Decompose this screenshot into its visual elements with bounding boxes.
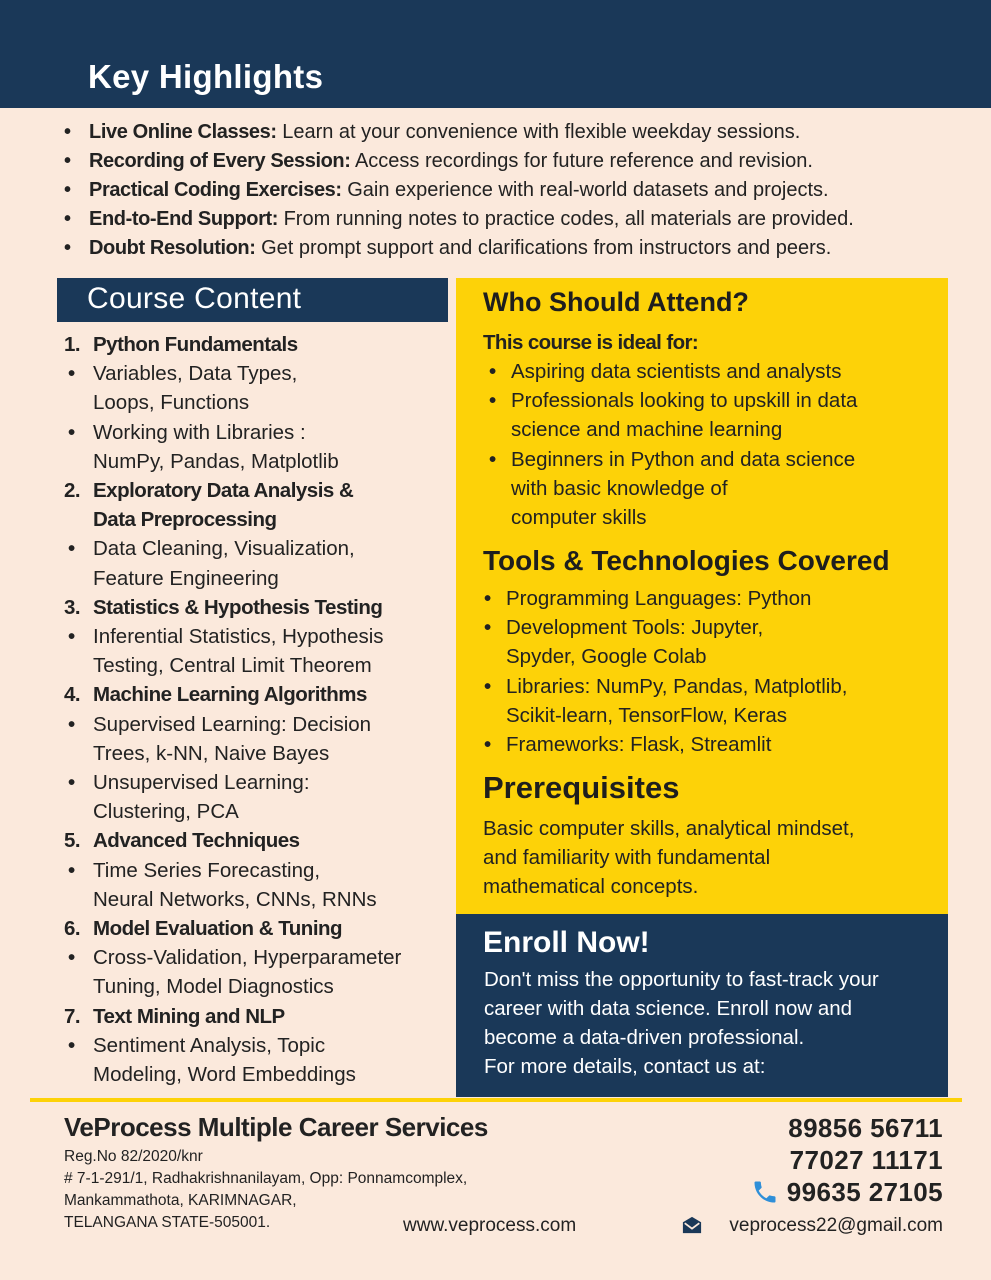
row-line: Working with Libraries : [93,420,306,444]
row-line: Sentiment Analysis, Topic [93,1033,326,1057]
prereq-line: and familiarity with fundamental [483,846,771,870]
enroll-line: Don't miss the opportunity to fast-track your [484,968,879,991]
highlight-text: From running notes to practice codes, all materials are provided. [278,208,854,230]
who-item [485,445,940,533]
who-should-attend-title: Who Should Attend? [483,287,749,317]
item-line: • Professionals looking to upskill in data [511,389,858,413]
email-link[interactable]: veprocess22@gmail.com [729,1215,943,1236]
section-number: 3. [64,595,81,619]
course-content-title: Course Content [87,282,302,315]
row-line: Variables, Data Types, [93,362,298,386]
row-line: Supervised Learning: Decision [93,712,372,736]
phone-icon [751,1178,779,1206]
course-topic [64,856,449,914]
enroll-text [484,965,944,1081]
row-line: Statistics & Hypothesis Testing [93,595,383,619]
course-content-header [57,278,448,322]
bullet-icon: • [68,858,76,882]
section-number: 6. [64,917,81,941]
section-number: 7. [64,1004,81,1028]
course-content-list [64,330,449,1089]
address-line: Reg.No 82/2020/knr [64,1148,203,1165]
highlight-text: Access recordings for future reference and revision. [350,150,813,172]
enroll-box [456,914,948,1097]
row-line: Loops, Functions [93,391,250,415]
bullet-icon: • [68,625,76,649]
row-line: Data Preprocessing [93,508,277,532]
item-line: • Aspiring data scientists and analysts [511,360,842,383]
bullet-icon: • [68,362,76,386]
highlight-label: Practical Coding Exercises: [89,179,342,201]
bullet-icon: • [68,420,76,444]
row-line: Advanced Techniques [93,829,300,853]
row-line: Trees, k-NN, Naive Bayes [93,741,330,765]
row-line: Model Evaluation & Tuning [93,917,343,941]
course-section [64,826,449,855]
course-topic [64,622,449,680]
who-list [485,357,940,532]
highlight-label: Live Online Classes: [89,121,277,143]
course-section [64,680,449,709]
tools-title: Tools & Technologies Covered [483,545,890,576]
phone-number[interactable]: 77027 11171 [789,1145,943,1175]
row-line: Time Series Forecasting, [93,858,321,882]
row-line: Cross-Validation, Hyperparameter [93,946,402,970]
highlight-text: Gain experience with real-world datasets and projects. [341,179,829,201]
phone-number[interactable]: 89856 56711 [788,1113,943,1143]
highlight-item [62,147,962,176]
course-section [64,476,449,534]
row-line: NumPy, Pandas, Matplotlib [93,449,339,473]
row-line: Neural Networks, CNNs, RNNs [93,887,377,911]
company-name: VeProcess Multiple Career Services [64,1112,488,1142]
prerequisites-title: Prerequisites [483,770,680,805]
course-topic [64,359,449,417]
item-line: • Development Tools: Jupyter, [506,616,764,640]
row-line: Python Fundamentals [93,333,298,356]
enroll-title: Enroll Now! [483,926,650,959]
address-line: TELANGANA STATE-505001. [64,1214,271,1231]
who-item [485,357,940,386]
highlight-item [62,176,962,205]
highlight-text: Get prompt support and clarifications from instructors and peers. [255,237,832,259]
phone-number[interactable]: 99635 27105 [786,1177,943,1207]
who-intro: This course is ideal for: [483,331,699,354]
row-line: Text Mining and NLP [93,1004,285,1028]
course-section [64,1002,449,1031]
envelope-icon [681,1215,703,1235]
highlight-item [62,118,962,147]
enroll-line: career with data science. Enroll now and [484,997,853,1020]
row-line: Clustering, PCA [93,800,239,824]
item-line: • Libraries: NumPy, Pandas, Matplotlib, [506,674,848,698]
row-line: Modeling, Word Embeddings [93,1063,356,1087]
phone-numbers [787,1112,943,1208]
row-line: Exploratory Data Analysis & [93,479,354,503]
course-section [64,593,449,622]
highlight-label: End-to-End Support: [89,208,279,230]
tool-item [480,584,940,613]
item-line: • Programming Languages: Python [506,587,812,610]
bullet-icon: • [68,712,76,736]
enroll-line: become a data-driven professional. [484,1026,805,1049]
row-line: Unsupervised Learning: [93,771,310,795]
prerequisites-text [483,814,943,902]
section-number: 4. [64,683,81,707]
tools-list [480,584,940,759]
tool-item [480,613,940,671]
prereq-line: mathematical concepts. [483,875,699,899]
item-line: computer skills [511,506,647,530]
course-topic [64,768,449,826]
highlight-label: Doubt Resolution: [89,237,256,259]
website-link[interactable]: www.veprocess.com [403,1215,577,1236]
highlight-item [62,205,962,234]
course-topic [64,1031,449,1089]
footer-divider [30,1098,962,1102]
bullet-icon: • [68,537,76,561]
enroll-line: For more details, contact us at: [484,1055,766,1078]
item-line: Spyder, Google Colab [506,645,707,669]
tool-item [480,672,940,730]
highlight-text: Learn at your convenience with flexible weekday sessions. [276,121,801,143]
course-topic [64,534,449,592]
row-line: Data Cleaning, Visualization, [93,537,355,561]
row-line: Feature Engineering [93,566,279,590]
section-number: 1. [64,333,81,356]
item-line: with basic knowledge of [511,476,728,500]
course-topic [64,710,449,768]
page-title: Key Highlights [88,58,324,95]
bullet-icon: • [68,946,76,970]
bullet-icon: • [68,771,76,795]
course-section [64,330,449,359]
row-line: Machine Learning Algorithms [93,683,367,707]
highlight-item [62,234,962,263]
item-line: science and machine learning [511,418,783,442]
row-line: Tuning, Model Diagnostics [93,975,334,999]
row-line: Inferential Statistics, Hypothesis [93,625,384,649]
item-line: • Beginners in Python and data science [511,447,856,471]
highlight-label: Recording of Every Session: [89,150,351,172]
section-number: 2. [64,479,81,503]
address-line: Mankammathota, KARIMNAGAR, [64,1192,297,1209]
course-section [64,914,449,943]
highlights-list [62,118,962,263]
tool-item [480,730,940,759]
section-number: 5. [64,829,81,853]
bullet-icon: • [68,1033,76,1057]
course-topic [64,418,449,476]
row-line: Testing, Central Limit Theorem [93,654,372,678]
item-line: • Frameworks: Flask, Streamlit [506,733,772,757]
prereq-line: Basic computer skills, analytical mindset, [483,817,855,840]
course-topic [64,943,449,1001]
item-line: Scikit-learn, TensorFlow, Keras [506,703,788,727]
address-line: # 7-1-291/1, Radhakrishnanilayam, Opp: Ponnamcomplex, [64,1170,468,1187]
header-bar [0,0,991,108]
who-item [485,386,940,444]
